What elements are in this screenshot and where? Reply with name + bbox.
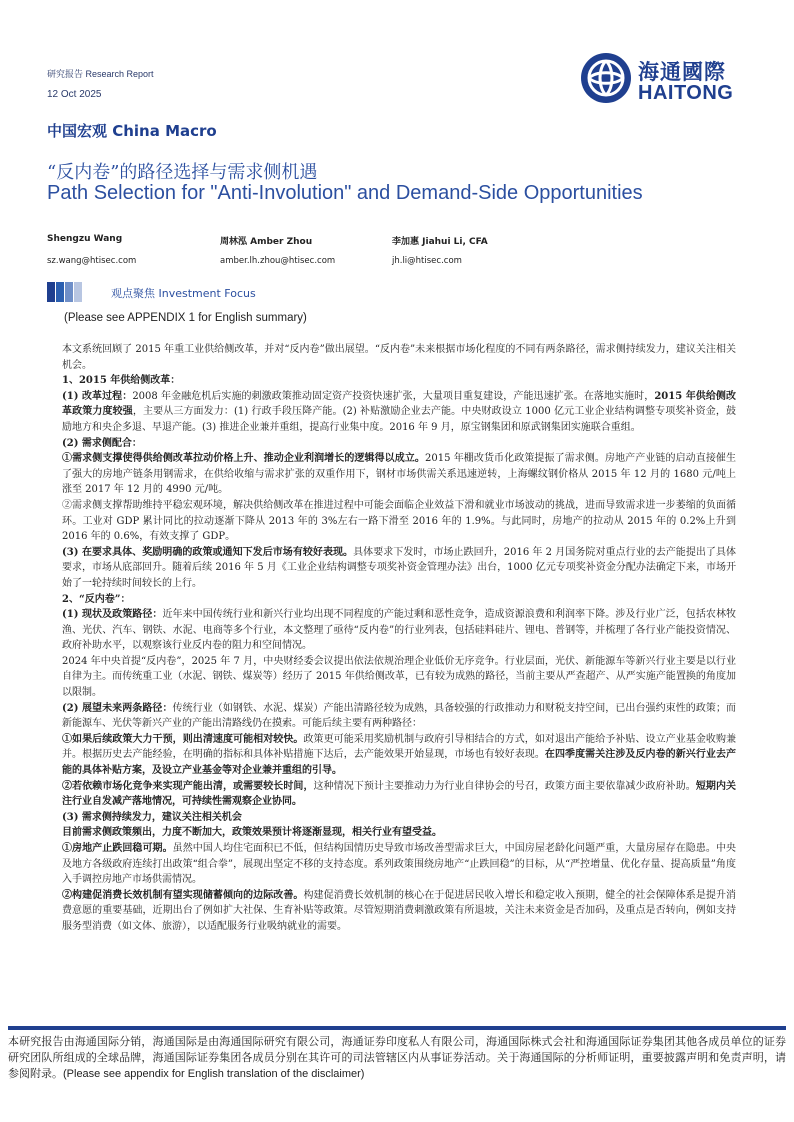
paragraph: [62, 389, 736, 436]
text-bold: ②若依赖市场化竞争来实现产能出清，或需要较长时间，: [62, 780, 314, 792]
investment-focus-bar: [47, 282, 467, 302]
report-category: 中国宏观 China Macro: [47, 122, 217, 140]
disclaimer: [8, 1034, 786, 1082]
paragraph: [62, 732, 736, 779]
logo-text-en: HAITONG: [638, 82, 734, 104]
author-email[interactable]: amber.lh.zhou@htisec.com: [220, 256, 336, 266]
text: 政策更可能采用奖励机制与政府引导相结合的方式，如对退出产能给予补贴、设立产业基金收购兼并。根据历史去产能经验，在明确的指标和具体补贴措施下达后，去产能效果开始显现，市场也有较好表现。: [62, 733, 737, 761]
report-body: [62, 342, 736, 935]
paragraph: ②需求侧支撑帮助维持平稳宏观环境，解决供给侧改革在推进过程中可能会面临企业效益下滑和就业市场波动的挑战，进而导致需求进一步萎缩的负面循环。工业对 GDP 累计同比的拉动逐渐下降从 2013 年的 3%左右一路下滑至 2016 年的 1.9%。与此同时，房地产的拉动从 2015 年的 0.2%上升到 2016 年的 0.6%，有效支撑了 GDP。: [62, 499, 736, 543]
author-email[interactable]: sz.wang@htisec.com: [47, 256, 137, 266]
report-type: 研究报告 Research Report: [47, 69, 154, 79]
disclaimer-cn: 本研究报告由海通国际分销，海通国际是由海通国际研究有限公司，海通证券印度私人有限公司，海通国际株式会社和海通国际证券集团其他各成员单位的证券研究团队所组成的全球品牌，海通国际证券集团各成员分别在其许可的司法管辖区内从事证券活动。关于海通国际的分析师证明，重要披露声明和免责声明，请参阅附录。: [8, 1035, 786, 1080]
paragraph: [62, 545, 736, 592]
paragraph: [62, 701, 736, 732]
paragraph: [62, 451, 736, 498]
haitong-logo-icon: [580, 52, 632, 104]
paragraph: 2024 年中央首提“反内卷”，2025 年 7 月，中央财经委会议提出依法依规治理企业低价无序竞争。行业层面，光伏、新能源车等新兴行业主要是以行业自律为主。而传统重工业（水泥、钢铁、煤炭等）经历了 2015 年供给侧改革，已有较为成熟的路径，当前主要从严查超产、从严实施产能置换的角度加以限制。: [62, 655, 736, 699]
appendix-note: (Please see APPENDIX 1 for English summary): [64, 312, 307, 324]
text-bold: ①房地产止跌回稳可期。: [62, 843, 173, 854]
paragraph-bold: 目前需求侧政策频出，力度不断加大，政策效果预计将逐渐显现，相关行业有望受益。: [62, 827, 442, 839]
text-bold: ①如果后续政策大力干预，则出清速度可能相对较快。: [62, 733, 304, 745]
text: 2015 年棚改货币化政策提振了需求侧。房地产产业链的启动直接催生了强大的房地产链条用钢需求，在供给收缩与需求扩张的双重作用下，钢材市场供需关系迅速逆转，上海螺纹钢价格从 2015 年 12 月的 1680 元/吨上涨至 2017 年 12 月的 4990 元/吨。: [62, 453, 736, 496]
author-name: Shengzu Wang: [47, 234, 123, 244]
sub-heading: (2) 需求侧配合：: [62, 437, 142, 449]
paragraph: [62, 779, 736, 810]
author-name: 李加惠 Jiahui Li, CFA: [392, 237, 488, 247]
investment-focus-label: 观点聚焦 Investment Focus: [111, 287, 256, 300]
title-cn: “反内卷”的路径选择与需求侧机遇: [47, 162, 318, 183]
report-date: 12 Oct 2025: [47, 89, 102, 100]
text-bold: ②构建促消费长效机制有望实现储蓄倾向的边际改善。: [62, 889, 304, 901]
author-email[interactable]: jh.li@htisec.com: [392, 256, 462, 266]
text: 构建促消费长效机制的核心在于促进居民收入增长和稳定收入预期，健全的社会保障体系是提升消费意愿的重要基础，近期出台了例如扩大社保、生育补贴等政策。尽管短期消费刺激政策有所退坡，关注未来资金是否加码，及重点是否转向，例如支持服务型消费（如文体、旅游），以适配服务行业吸纳就业的需要。: [62, 889, 737, 932]
intro-paragraph: 本文系统回顾了 2015 年重工业供给侧改革，并对“反内卷”做出展望。“反内卷”未来根据市场化程度的不同有两条路径，需求侧持续发力，建议关注相关机会。: [62, 344, 736, 371]
paragraph: [62, 607, 736, 654]
paragraph: [62, 841, 736, 888]
section-heading: 1、2015 年供给侧改革：: [62, 375, 181, 387]
text-bold: 短期内关注行业自发减产落地情况，可持续性需观察企业协同。: [62, 780, 737, 808]
sub-heading: (3) 需求侧持续发力，建议关注相关机会: [62, 811, 242, 823]
text: 虽然中国人均住宅面积已不低，但结构国情历史导致市场改善型需求巨大，中国房屋老龄化问题严重，大量房屋存在隐患。中央及地方各级政府连续打出政策“组合拳”，展现出坚定不移的支持态度。系列政策围绕房地产“止跌回稳”的目标，从“严控增量、优化存量、提高质量”角度入手调控房地产市场供需情况。: [62, 843, 737, 886]
text-bold: (1) 现状及政策路径：: [62, 609, 163, 621]
text: 传统行业（如钢铁、水泥、煤炭）产能出清路径较为成熟，具备较强的行政推动力和财税支持空间，已出台强约束性的政策；而新能源车、光伏等新兴产业的产能出清路线仍在摸索。可能后续主要有两种路径：: [62, 702, 737, 730]
text: 具体要求下发时，市场止跌回升，2016 年 2 月国务院对重点行业的去产能提出了具体要求，市场从底部回升。随着后续 2016 年 5 月《工业企业结构调整专项奖补资金管理办法》出台，1000 亿元专项奖补资金分配办法确定下来，市场开始了一轮持续时间较长的上行。: [62, 546, 736, 589]
section-heading: 2、“反内卷”：: [62, 593, 131, 605]
title-en: Path Selection for "Anti-Involution" and Demand-Side Opportunities: [47, 182, 643, 204]
text-bold: ①需求侧支撑使得供给侧改革拉动价格上升、推动企业利润增长的逻辑得以成立。: [62, 453, 426, 465]
focus-square-icon: [74, 282, 82, 302]
text: ，主要从三方面发力：(1) 行政手段压降产能。(2) 补贴激励企业去产能。中央财政设立 1000 亿元工业企业结构调整专项奖补资金，鼓励地方和央企多退、早退产能。(3) 推进企业兼并重组，提高行业集中度。2016 年 9 月，原宝钢集团和原武钢集团实施联合重组。: [62, 406, 737, 433]
haitong-logo: [580, 52, 740, 108]
logo-text-cn: 海通國際: [638, 60, 726, 84]
author-name: 周林泓 Amber Zhou: [220, 237, 313, 247]
focus-square-icon: [47, 282, 55, 302]
text-bold: 2015 年供给侧改革政策力度较强: [62, 390, 736, 418]
text-bold: 在四季度需关注涉及反内卷的新兴行业去产能的具体补贴方案，及设立产业基金等对企业兼并重组的引导。: [62, 749, 737, 777]
disclaimer-en: (Please see appendix for English translation of the disclaimer): [63, 1068, 365, 1080]
focus-square-icon: [65, 282, 73, 302]
text: 这种情况下预计主要推动力为行业自律协会的号召，政策方面主要依靠减少政府补助。: [313, 780, 696, 792]
focus-square-icon: [56, 282, 64, 302]
text: 近年来中国传统行业和新兴行业均出现不同程度的产能过剩和恶性竞争，造成资源浪费和利润率下降。涉及行业广泛，包括农林牧渔、光伏、汽车、钢铁、水泥、电商等多个行业，本文整理了亟待“反内卷”的行业列表，包括硅料硅片、锂电、普钢等，并梳理了各行业产能投资情况、政府补助水平，以观察该行业反内卷的阻力和空间情况。: [62, 609, 737, 652]
sub-heading: (1) 改革过程：: [62, 390, 133, 402]
text: 2008 年金融危机后实施的刺激政策推动固定资产投资快速扩张，大量项目重复建设，产能迅速扩张。在落地实施时，: [132, 390, 655, 402]
paragraph: [62, 888, 736, 935]
text-bold: (3) 在要求具体、奖励明确的政策或通知下发后市场有较好表现。: [62, 546, 354, 558]
text-bold: (2) 展望未来两条路径：: [62, 702, 173, 714]
disclaimer-divider: [8, 1026, 786, 1030]
